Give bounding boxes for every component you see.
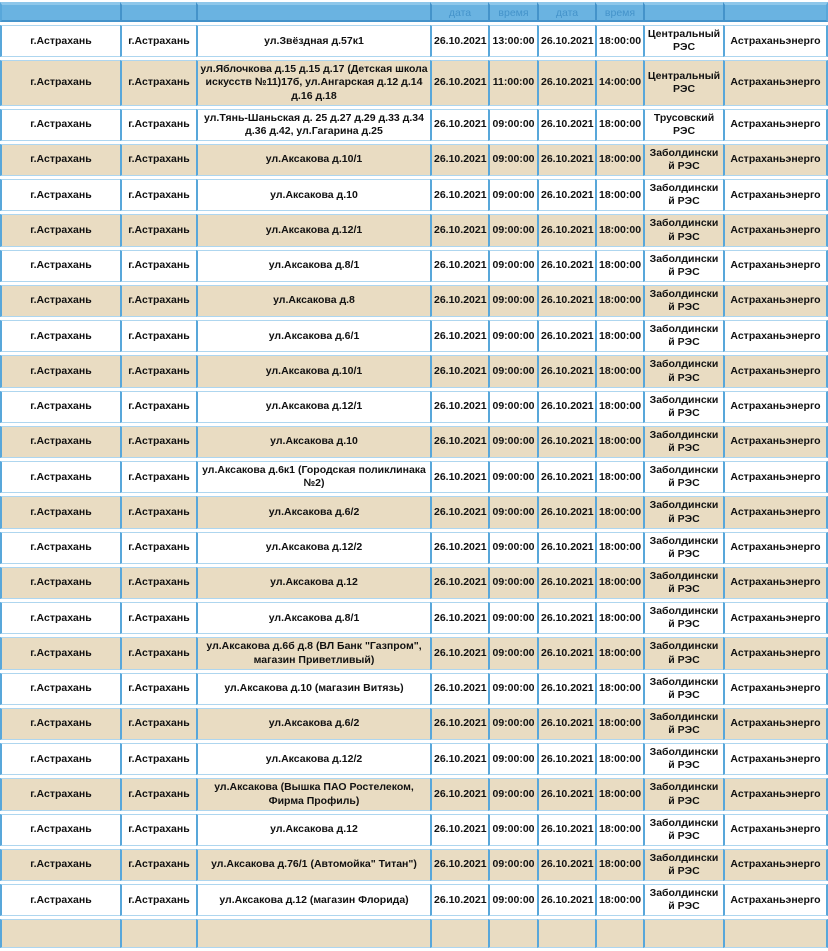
cell-address: ул.Звёздная д.57к1 [196, 25, 430, 57]
cell-city: г.Астрахань [0, 884, 120, 916]
cell-date-end: 26.10.2021 [537, 109, 595, 141]
cell-address: ул.Аксакова д.6/2 [196, 708, 430, 740]
table-row [0, 919, 828, 948]
cell-time-end: 18:00:00 [595, 179, 643, 211]
cell-time-end [595, 919, 643, 948]
cell-date-end [537, 919, 595, 948]
cell-res: Заболдинский РЭС [643, 637, 723, 669]
cell-res: Заболдинский РЭС [643, 532, 723, 564]
table-row [0, 567, 828, 599]
cell-res: Заболдинский РЭС [643, 602, 723, 634]
cell-res: Центральный РЭС [643, 60, 723, 105]
cell-time-end: 18:00:00 [595, 496, 643, 528]
cell-org: Астраханьэнерго [723, 250, 828, 282]
cell-res: Заболдинский РЭС [643, 426, 723, 458]
header-cell-address [196, 2, 430, 22]
cell-org: Астраханьэнерго [723, 602, 828, 634]
cell-date-start: 26.10.2021 [430, 391, 488, 423]
cell-date-start: 26.10.2021 [430, 250, 488, 282]
cell-district: г.Астрахань [120, 778, 196, 810]
table-row [0, 849, 828, 881]
cell-time-end: 18:00:00 [595, 602, 643, 634]
table-row [0, 602, 828, 634]
cell-date-end: 26.10.2021 [537, 673, 595, 705]
cell-date-start: 26.10.2021 [430, 884, 488, 916]
cell-time-end: 18:00:00 [595, 743, 643, 775]
cell-district: г.Астрахань [120, 285, 196, 317]
cell-city: г.Астрахань [0, 637, 120, 669]
cell-res: Заболдинский РЭС [643, 567, 723, 599]
cell-time-start: 09:00:00 [488, 673, 537, 705]
cell-district: г.Астрахань [120, 109, 196, 141]
cell-org: Астраханьэнерго [723, 743, 828, 775]
cell-org: Астраханьэнерго [723, 849, 828, 881]
cell-org: Астраханьэнерго [723, 708, 828, 740]
cell-address: ул.Аксакова д.10 [196, 426, 430, 458]
cell-date-end: 26.10.2021 [537, 214, 595, 246]
cell-res [643, 919, 723, 948]
cell-address: ул.Аксакова д.10/1 [196, 355, 430, 387]
cell-date-end: 26.10.2021 [537, 849, 595, 881]
cell-org: Астраханьэнерго [723, 567, 828, 599]
cell-time-end: 18:00:00 [595, 320, 643, 352]
cell-district: г.Астрахань [120, 25, 196, 57]
cell-date-end: 26.10.2021 [537, 708, 595, 740]
cell-time-start: 09:00:00 [488, 355, 537, 387]
cell-org: Астраханьэнерго [723, 355, 828, 387]
cell-time-end: 18:00:00 [595, 25, 643, 57]
table-row [0, 25, 828, 57]
cell-district: г.Астрахань [120, 743, 196, 775]
cell-time-end: 18:00:00 [595, 673, 643, 705]
cell-date-start: 26.10.2021 [430, 320, 488, 352]
cell-date-end: 26.10.2021 [537, 250, 595, 282]
header-cell-date-end: дата [537, 2, 595, 22]
cell-city: г.Астрахань [0, 60, 120, 105]
cell-time-start: 09:00:00 [488, 461, 537, 493]
cell-time-start: 09:00:00 [488, 426, 537, 458]
cell-date-start: 26.10.2021 [430, 285, 488, 317]
cell-district: г.Астрахань [120, 496, 196, 528]
cell-date-end: 26.10.2021 [537, 285, 595, 317]
cell-res: Заболдинский РЭС [643, 285, 723, 317]
cell-res: Заболдинский РЭС [643, 708, 723, 740]
cell-address: ул.Аксакова (Вышка ПАО Ростелеком, Фирма Профиль) [196, 778, 430, 810]
cell-time-end: 14:00:00 [595, 60, 643, 105]
table-row [0, 743, 828, 775]
cell-org: Астраханьэнерго [723, 285, 828, 317]
cell-district [120, 919, 196, 948]
cell-address: ул.Яблочкова д.15 д.15 д.17 (Детская школа искусств №11)17б, ул.Ангарская д.12 д.14 д.16 д.18 [196, 60, 430, 105]
cell-district: г.Астрахань [120, 426, 196, 458]
cell-org: Астраханьэнерго [723, 214, 828, 246]
cell-date-end: 26.10.2021 [537, 25, 595, 57]
header-cell-time-start: время [488, 2, 537, 22]
header-cell-org [723, 2, 828, 22]
cell-date-end: 26.10.2021 [537, 144, 595, 176]
cell-district: г.Астрахань [120, 884, 196, 916]
cell-date-end: 26.10.2021 [537, 884, 595, 916]
table-row [0, 673, 828, 705]
cell-district: г.Астрахань [120, 179, 196, 211]
cell-res: Заболдинский РЭС [643, 496, 723, 528]
cell-org: Астраханьэнерго [723, 25, 828, 57]
cell-time-start: 09:00:00 [488, 496, 537, 528]
cell-address: ул.Аксакова д.8 [196, 285, 430, 317]
cell-res: Заболдинский РЭС [643, 884, 723, 916]
cell-city: г.Астрахань [0, 532, 120, 564]
cell-org: Астраханьэнерго [723, 179, 828, 211]
cell-org: Астраханьэнерго [723, 60, 828, 105]
cell-address: ул.Аксакова д.12 [196, 567, 430, 599]
cell-time-end: 18:00:00 [595, 426, 643, 458]
cell-time-start: 09:00:00 [488, 250, 537, 282]
cell-time-start: 09:00:00 [488, 778, 537, 810]
table-row [0, 214, 828, 246]
cell-district: г.Астрахань [120, 532, 196, 564]
cell-city: г.Астрахань [0, 461, 120, 493]
cell-city: г.Астрахань [0, 250, 120, 282]
cell-res: Заболдинский РЭС [643, 814, 723, 846]
cell-time-end: 18:00:00 [595, 778, 643, 810]
cell-org: Астраханьэнерго [723, 814, 828, 846]
cell-city: г.Астрахань [0, 567, 120, 599]
cell-res: Заболдинский РЭС [643, 144, 723, 176]
cell-date-start: 26.10.2021 [430, 673, 488, 705]
cell-address: ул.Тянь-Шаньская д. 25 д.27 д.29 д.33 д.34 д.36 д.42, ул.Гагарина д.25 [196, 109, 430, 141]
cell-date-start: 26.10.2021 [430, 778, 488, 810]
cell-time-end: 18:00:00 [595, 637, 643, 669]
cell-city: г.Астрахань [0, 391, 120, 423]
cell-time-start: 09:00:00 [488, 214, 537, 246]
table-body [0, 25, 828, 948]
cell-district: г.Астрахань [120, 673, 196, 705]
cell-res: Заболдинский РЭС [643, 320, 723, 352]
cell-address [196, 919, 430, 948]
cell-time-end: 18:00:00 [595, 391, 643, 423]
cell-date-start: 26.10.2021 [430, 602, 488, 634]
cell-date-start: 26.10.2021 [430, 461, 488, 493]
cell-org: Астраханьэнерго [723, 391, 828, 423]
table-row [0, 532, 828, 564]
cell-city: г.Астрахань [0, 708, 120, 740]
cell-time-start: 09:00:00 [488, 814, 537, 846]
cell-date-end: 26.10.2021 [537, 778, 595, 810]
cell-district: г.Астрахань [120, 214, 196, 246]
header-cell-date-start: дата [430, 2, 488, 22]
cell-date-end: 26.10.2021 [537, 602, 595, 634]
cell-org: Астраханьэнерго [723, 109, 828, 141]
cell-time-start: 09:00:00 [488, 320, 537, 352]
cell-city: г.Астрахань [0, 496, 120, 528]
cell-time-end: 18:00:00 [595, 250, 643, 282]
cell-date-end: 26.10.2021 [537, 743, 595, 775]
cell-date-end: 26.10.2021 [537, 496, 595, 528]
cell-city: г.Астрахань [0, 602, 120, 634]
table-row [0, 285, 828, 317]
cell-time-start: 09:00:00 [488, 109, 537, 141]
cell-date-start: 26.10.2021 [430, 743, 488, 775]
cell-time-end: 18:00:00 [595, 109, 643, 141]
cell-time-start: 09:00:00 [488, 602, 537, 634]
table-row [0, 426, 828, 458]
cell-address: ул.Аксакова д.12/2 [196, 532, 430, 564]
cell-date-end: 26.10.2021 [537, 532, 595, 564]
cell-time-end: 18:00:00 [595, 814, 643, 846]
cell-res: Центральный РЭС [643, 25, 723, 57]
cell-org: Астраханьэнерго [723, 884, 828, 916]
cell-address: ул.Аксакова д.10 (магазин Витязь) [196, 673, 430, 705]
cell-time-end: 18:00:00 [595, 849, 643, 881]
cell-city: г.Астрахань [0, 179, 120, 211]
cell-address: ул.Аксакова д.10 [196, 179, 430, 211]
cell-res: Трусовский РЭС [643, 109, 723, 141]
cell-time-end: 18:00:00 [595, 461, 643, 493]
table-row [0, 320, 828, 352]
cell-date-start: 26.10.2021 [430, 25, 488, 57]
cell-district: г.Астрахань [120, 144, 196, 176]
cell-date-end: 26.10.2021 [537, 355, 595, 387]
cell-district: г.Астрахань [120, 320, 196, 352]
cell-city: г.Астрахань [0, 109, 120, 141]
cell-res: Заболдинский РЭС [643, 849, 723, 881]
cell-date-start: 26.10.2021 [430, 496, 488, 528]
cell-address: ул.Аксакова д.12 [196, 814, 430, 846]
cell-date-start: 26.10.2021 [430, 567, 488, 599]
cell-time-start [488, 919, 537, 948]
cell-res: Заболдинский РЭС [643, 743, 723, 775]
cell-org: Астраханьэнерго [723, 637, 828, 669]
cell-city: г.Астрахань [0, 144, 120, 176]
cell-date-start: 26.10.2021 [430, 532, 488, 564]
table-row [0, 60, 828, 105]
cell-time-end: 18:00:00 [595, 567, 643, 599]
cell-city: г.Астрахань [0, 25, 120, 57]
cell-time-start: 09:00:00 [488, 637, 537, 669]
cell-res: Заболдинский РЭС [643, 355, 723, 387]
cell-date-end: 26.10.2021 [537, 60, 595, 105]
table-row [0, 250, 828, 282]
table-row [0, 884, 828, 916]
cell-date-end: 26.10.2021 [537, 461, 595, 493]
cell-time-end: 18:00:00 [595, 355, 643, 387]
cell-address: ул.Аксакова д.10/1 [196, 144, 430, 176]
cell-city: г.Астрахань [0, 743, 120, 775]
table-row [0, 355, 828, 387]
cell-address: ул.Аксакова д.12/1 [196, 391, 430, 423]
cell-res: Заболдинский РЭС [643, 179, 723, 211]
cell-district: г.Астрахань [120, 250, 196, 282]
cell-org: Астраханьэнерго [723, 320, 828, 352]
cell-address: ул.Аксакова д.12/1 [196, 214, 430, 246]
cell-city [0, 919, 120, 948]
cell-date-start: 26.10.2021 [430, 849, 488, 881]
cell-date-start: 26.10.2021 [430, 60, 488, 105]
cell-date-start: 26.10.2021 [430, 708, 488, 740]
cell-time-start: 09:00:00 [488, 144, 537, 176]
cell-district: г.Астрахань [120, 814, 196, 846]
cell-time-start: 09:00:00 [488, 179, 537, 211]
cell-date-end: 26.10.2021 [537, 320, 595, 352]
cell-time-end: 18:00:00 [595, 285, 643, 317]
cell-address: ул.Аксакова д.6к1 (Городская поликлинака №2) [196, 461, 430, 493]
cell-district: г.Астрахань [120, 391, 196, 423]
cell-district: г.Астрахань [120, 567, 196, 599]
cell-time-end: 18:00:00 [595, 532, 643, 564]
table-row [0, 109, 828, 141]
table-row [0, 778, 828, 810]
table-row [0, 637, 828, 669]
cell-time-start: 09:00:00 [488, 567, 537, 599]
header-cell-city [0, 2, 120, 22]
cell-org: Астраханьэнерго [723, 778, 828, 810]
table-row [0, 814, 828, 846]
table-header-row [0, 2, 828, 22]
cell-res: Заболдинский РЭС [643, 391, 723, 423]
cell-org [723, 919, 828, 948]
cell-org: Астраханьэнерго [723, 496, 828, 528]
cell-city: г.Астрахань [0, 320, 120, 352]
cell-date-start: 26.10.2021 [430, 144, 488, 176]
cell-date-start: 26.10.2021 [430, 109, 488, 141]
cell-time-end: 18:00:00 [595, 708, 643, 740]
cell-city: г.Астрахань [0, 814, 120, 846]
cell-time-end: 18:00:00 [595, 144, 643, 176]
cell-date-start: 26.10.2021 [430, 814, 488, 846]
cell-city: г.Астрахань [0, 214, 120, 246]
cell-city: г.Астрахань [0, 849, 120, 881]
cell-time-start: 09:00:00 [488, 391, 537, 423]
cell-address: ул.Аксакова д.76/1 (Автомойка" Титан") [196, 849, 430, 881]
cell-time-start: 09:00:00 [488, 849, 537, 881]
cell-date-end: 26.10.2021 [537, 391, 595, 423]
cell-address: ул.Аксакова д.6б д.8 (ВЛ Банк "Газпром", магазин Приветливый) [196, 637, 430, 669]
cell-time-start: 09:00:00 [488, 743, 537, 775]
cell-district: г.Астрахань [120, 602, 196, 634]
cell-org: Астраханьэнерго [723, 673, 828, 705]
cell-address: ул.Аксакова д.12/2 [196, 743, 430, 775]
cell-district: г.Астрахань [120, 849, 196, 881]
cell-date-end: 26.10.2021 [537, 179, 595, 211]
cell-city: г.Астрахань [0, 355, 120, 387]
cell-date-start: 26.10.2021 [430, 214, 488, 246]
cell-org: Астраханьэнерго [723, 144, 828, 176]
cell-time-start: 09:00:00 [488, 532, 537, 564]
cell-res: Заболдинский РЭС [643, 214, 723, 246]
cell-time-start: 09:00:00 [488, 708, 537, 740]
cell-res: Заболдинский РЭС [643, 461, 723, 493]
cell-city: г.Астрахань [0, 673, 120, 705]
table-row [0, 179, 828, 211]
cell-district: г.Астрахань [120, 60, 196, 105]
cell-address: ул.Аксакова д.6/2 [196, 496, 430, 528]
cell-district: г.Астрахань [120, 637, 196, 669]
cell-address: ул.Аксакова д.8/1 [196, 250, 430, 282]
cell-date-end: 26.10.2021 [537, 814, 595, 846]
cell-time-start: 09:00:00 [488, 884, 537, 916]
cell-date-start [430, 919, 488, 948]
cell-city: г.Астрахань [0, 285, 120, 317]
cell-date-end: 26.10.2021 [537, 426, 595, 458]
cell-date-start: 26.10.2021 [430, 355, 488, 387]
table-row [0, 391, 828, 423]
cell-date-start: 26.10.2021 [430, 426, 488, 458]
cell-date-end: 26.10.2021 [537, 567, 595, 599]
cell-district: г.Астрахань [120, 461, 196, 493]
cell-res: Заболдинский РЭС [643, 673, 723, 705]
cell-city: г.Астрахань [0, 426, 120, 458]
cell-time-start: 13:00:00 [488, 25, 537, 57]
table-row [0, 496, 828, 528]
cell-city: г.Астрахань [0, 778, 120, 810]
cell-res: Заболдинский РЭС [643, 778, 723, 810]
cell-address: ул.Аксакова д.12 (магазин Флорида) [196, 884, 430, 916]
cell-time-end: 18:00:00 [595, 214, 643, 246]
table-row [0, 461, 828, 493]
table-row [0, 144, 828, 176]
cell-time-end: 18:00:00 [595, 884, 643, 916]
cell-date-start: 26.10.2021 [430, 179, 488, 211]
cell-address: ул.Аксакова д.6/1 [196, 320, 430, 352]
header-cell-district [120, 2, 196, 22]
cell-district: г.Астрахань [120, 708, 196, 740]
cell-district: г.Астрахань [120, 355, 196, 387]
cell-time-start: 11:00:00 [488, 60, 537, 105]
cell-res: Заболдинский РЭС [643, 250, 723, 282]
table-row [0, 708, 828, 740]
header-cell-res [643, 2, 723, 22]
cell-time-start: 09:00:00 [488, 285, 537, 317]
cell-org: Астраханьэнерго [723, 426, 828, 458]
header-cell-time-end: время [595, 2, 643, 22]
cell-date-start: 26.10.2021 [430, 637, 488, 669]
cell-address: ул.Аксакова д.8/1 [196, 602, 430, 634]
cell-date-end: 26.10.2021 [537, 637, 595, 669]
cell-org: Астраханьэнерго [723, 461, 828, 493]
cell-org: Астраханьэнерго [723, 532, 828, 564]
